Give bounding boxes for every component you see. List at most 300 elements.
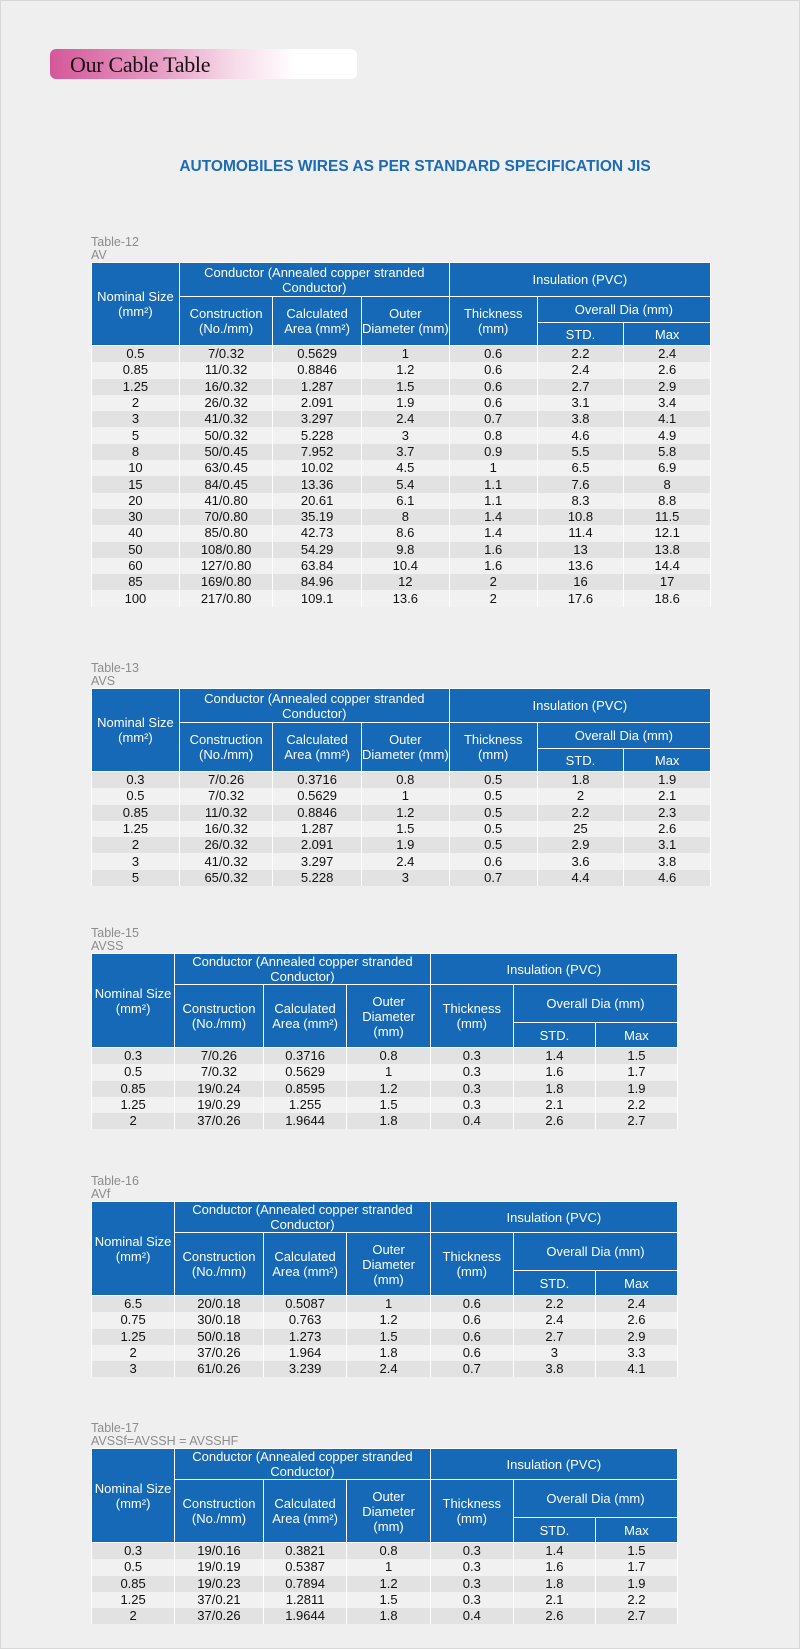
cell-nominal-size: 0.85 <box>92 805 180 821</box>
cell-overall-dia-std: 3.8 <box>513 1361 595 1377</box>
cell-overall-dia-std: 10.8 <box>537 509 624 525</box>
header-overall-dia: Overall Dia (mm) <box>537 723 710 749</box>
cell-thickness: 0.5 <box>449 772 537 789</box>
table-row <box>92 1296 678 1313</box>
header-thickness: Thickness (mm) <box>449 297 537 346</box>
cell-nominal-size: 20 <box>92 493 180 509</box>
cell-construction: 41/0.32 <box>179 411 272 427</box>
table-row <box>92 509 711 525</box>
cell-construction: 127/0.80 <box>179 558 272 574</box>
cell-calculated-area: 0.3821 <box>263 1543 347 1560</box>
cell-construction: 19/0.23 <box>175 1576 263 1592</box>
cell-thickness: 0.5 <box>449 805 537 821</box>
cell-calculated-area: 1.273 <box>263 1329 347 1345</box>
cell-overall-dia-std: 3.1 <box>537 395 624 411</box>
cell-calculated-area: 5.228 <box>273 427 362 443</box>
cell-thickness: 1 <box>449 460 537 476</box>
header-calculated-area: Calculated Area (mm²) <box>263 1233 347 1296</box>
cell-outer-diameter: 1.2 <box>347 1081 430 1097</box>
cell-thickness: 2 <box>449 574 537 590</box>
cell-calculated-area: 42.73 <box>273 525 362 541</box>
cell-overall-dia-std: 8.3 <box>537 493 624 509</box>
cell-construction: 217/0.80 <box>179 590 272 606</box>
cell-outer-diameter: 1.9 <box>361 395 449 411</box>
cell-thickness: 0.6 <box>449 853 537 869</box>
cell-thickness: 0.6 <box>449 346 537 363</box>
cell-calculated-area: 7.952 <box>273 444 362 460</box>
cell-overall-dia-max: 4.9 <box>624 427 711 443</box>
banner-title: Our Cable Table <box>70 52 211 77</box>
cell-overall-dia-max: 17 <box>624 574 711 590</box>
table-row <box>92 493 711 509</box>
cell-overall-dia-std: 1.4 <box>513 1543 595 1560</box>
cell-calculated-area: 0.5629 <box>273 788 362 804</box>
header-std: STD. <box>537 323 624 346</box>
cell-overall-dia-std: 2.7 <box>513 1329 595 1345</box>
cell-thickness: 0.3 <box>430 1576 513 1592</box>
cell-overall-dia-std: 3.8 <box>537 411 624 427</box>
cell-calculated-area: 0.3716 <box>273 772 362 789</box>
cell-outer-diameter: 10.4 <box>361 558 449 574</box>
table-row <box>92 1064 678 1080</box>
cell-thickness: 0.5 <box>449 837 537 853</box>
cell-thickness: 1.6 <box>449 558 537 574</box>
table-row <box>92 395 711 411</box>
cell-nominal-size: 0.5 <box>92 1064 175 1080</box>
table-row <box>92 788 711 804</box>
cell-nominal-size: 2 <box>92 1345 175 1361</box>
cell-calculated-area: 54.29 <box>273 542 362 558</box>
cell-thickness: 2 <box>449 590 537 606</box>
cell-calculated-area: 0.5629 <box>273 346 362 363</box>
cell-overall-dia-std: 2.7 <box>537 379 624 395</box>
cell-construction: 61/0.26 <box>175 1361 263 1377</box>
header-outer-diameter: Outer Diameter (mm) <box>361 723 449 772</box>
cell-overall-dia-max: 13.8 <box>624 542 711 558</box>
cell-calculated-area: 20.61 <box>273 493 362 509</box>
cell-thickness: 1.1 <box>449 493 537 509</box>
header-thickness: Thickness (mm) <box>430 1480 513 1543</box>
cell-construction: 7/0.32 <box>175 1064 263 1080</box>
cell-outer-diameter: 1 <box>347 1296 430 1313</box>
table-row <box>92 1361 678 1377</box>
header-nominal-size: Nominal Size (mm²) <box>92 1202 175 1296</box>
table-row <box>92 1329 678 1345</box>
cell-calculated-area: 1.964 <box>263 1345 347 1361</box>
table-row <box>92 870 711 886</box>
header-conductor: Conductor (Annealed copper stranded Conductor) <box>175 954 430 985</box>
cell-outer-diameter: 1 <box>347 1559 430 1575</box>
table-row <box>92 444 711 460</box>
cell-nominal-size: 0.5 <box>92 1559 175 1575</box>
cell-overall-dia-max: 1.9 <box>595 1081 677 1097</box>
cell-overall-dia-std: 1.6 <box>513 1559 595 1575</box>
cell-thickness: 0.4 <box>430 1608 513 1624</box>
cell-overall-dia-std: 7.6 <box>537 476 624 492</box>
table-row <box>92 1592 678 1608</box>
cell-thickness: 0.3 <box>430 1097 513 1113</box>
cell-nominal-size: 0.85 <box>92 1081 175 1097</box>
cell-overall-dia-std: 1.8 <box>513 1081 595 1097</box>
cell-nominal-size: 2 <box>92 837 180 853</box>
cell-thickness: 0.6 <box>430 1312 513 1328</box>
header-construction: Construction (No./mm) <box>179 297 272 346</box>
cable-table-block <box>91 1422 678 1624</box>
cell-construction: 26/0.32 <box>179 395 272 411</box>
header-outer-diameter: Outer Diameter (mm) <box>361 297 449 346</box>
cell-overall-dia-max: 1.9 <box>624 772 711 789</box>
cell-outer-diameter: 0.8 <box>361 772 449 789</box>
cell-nominal-size: 0.85 <box>92 362 180 378</box>
page-title: AUTOMOBILES WIRES AS PER STANDARD SPECIFICATION JIS <box>179 158 651 175</box>
cell-outer-diameter: 1.5 <box>361 379 449 395</box>
cell-calculated-area: 109.1 <box>273 590 362 606</box>
cell-nominal-size: 60 <box>92 558 180 574</box>
cell-thickness: 1.6 <box>449 542 537 558</box>
header-construction: Construction (No./mm) <box>175 1233 263 1296</box>
cell-nominal-size: 10 <box>92 460 180 476</box>
header-thickness: Thickness (mm) <box>449 723 537 772</box>
header-conductor: Conductor (Annealed copper stranded Conductor) <box>175 1202 430 1233</box>
cell-construction: 7/0.32 <box>179 346 272 363</box>
header-insulation: Insulation (PVC) <box>430 1449 677 1480</box>
cell-construction: 50/0.18 <box>175 1329 263 1345</box>
cell-nominal-size: 8 <box>92 444 180 460</box>
cell-calculated-area: 0.5087 <box>263 1296 347 1313</box>
cell-outer-diameter: 1.8 <box>347 1345 430 1361</box>
cell-calculated-area: 3.297 <box>273 853 362 869</box>
header-overall-dia: Overall Dia (mm) <box>513 985 677 1023</box>
cell-nominal-size: 50 <box>92 542 180 558</box>
table-row <box>92 805 711 821</box>
cell-overall-dia-max: 2.9 <box>595 1329 677 1345</box>
cell-outer-diameter: 1 <box>361 346 449 363</box>
cell-construction: 37/0.21 <box>175 1592 263 1608</box>
cell-nominal-size: 100 <box>92 590 180 606</box>
cell-thickness: 0.3 <box>430 1559 513 1575</box>
cell-overall-dia-max: 2.6 <box>624 821 711 837</box>
header-calculated-area: Calculated Area (mm²) <box>273 723 362 772</box>
cell-outer-diameter: 1.9 <box>361 837 449 853</box>
header-nominal-size: Nominal Size (mm²) <box>92 1449 175 1543</box>
table-row <box>92 1345 678 1361</box>
cell-calculated-area: 1.287 <box>273 379 362 395</box>
cell-overall-dia-std: 2.1 <box>513 1592 595 1608</box>
header-insulation: Insulation (PVC) <box>430 1202 677 1233</box>
cell-overall-dia-max: 11.5 <box>624 509 711 525</box>
cell-construction: 50/0.45 <box>179 444 272 460</box>
cell-outer-diameter: 3 <box>361 427 449 443</box>
cell-outer-diameter: 3 <box>361 870 449 886</box>
table-label: Table-13 <box>91 661 139 675</box>
header-overall-dia: Overall Dia (mm) <box>513 1480 677 1518</box>
cell-thickness: 0.7 <box>449 411 537 427</box>
header-insulation: Insulation (PVC) <box>430 954 677 985</box>
cell-construction: 11/0.32 <box>179 805 272 821</box>
cable-table <box>91 262 711 607</box>
cell-nominal-size: 2 <box>92 1608 175 1624</box>
header-nominal-size: Nominal Size (mm²) <box>92 263 180 346</box>
table-row <box>92 476 711 492</box>
table-label: Table-15 <box>91 926 139 940</box>
cell-outer-diameter: 0.8 <box>347 1048 430 1065</box>
cell-construction: 19/0.19 <box>175 1559 263 1575</box>
cell-overall-dia-max: 5.8 <box>624 444 711 460</box>
header-std: STD. <box>537 749 624 772</box>
cell-nominal-size: 5 <box>92 427 180 443</box>
header-overall-dia: Overall Dia (mm) <box>537 297 710 323</box>
cell-outer-diameter: 2.4 <box>347 1361 430 1377</box>
cell-overall-dia-max: 3.8 <box>624 853 711 869</box>
cable-table <box>91 1201 678 1377</box>
cell-construction: 7/0.32 <box>179 788 272 804</box>
cell-thickness: 0.6 <box>449 362 537 378</box>
cell-thickness: 0.4 <box>430 1113 513 1129</box>
cell-outer-diameter: 8.6 <box>361 525 449 541</box>
header-thickness: Thickness (mm) <box>430 985 513 1048</box>
cell-nominal-size: 0.85 <box>92 1576 175 1592</box>
header-construction: Construction (No./mm) <box>179 723 272 772</box>
cell-construction: 37/0.26 <box>175 1345 263 1361</box>
section-banner <box>50 49 357 79</box>
cell-nominal-size: 0.3 <box>92 772 180 789</box>
cell-outer-diameter: 6.1 <box>361 493 449 509</box>
cell-calculated-area: 1.287 <box>273 821 362 837</box>
header-nominal-size: Nominal Size (mm²) <box>92 954 175 1048</box>
table-row <box>92 1113 678 1129</box>
table-row <box>92 1559 678 1575</box>
cell-thickness: 0.6 <box>449 395 537 411</box>
header-std: STD. <box>513 1518 595 1543</box>
cell-overall-dia-max: 2.1 <box>624 788 711 804</box>
cell-calculated-area: 1.9644 <box>263 1113 347 1129</box>
cell-outer-diameter: 2.4 <box>361 411 449 427</box>
table-cable-type: AVS <box>91 674 116 688</box>
cell-calculated-area: 0.3716 <box>263 1048 347 1065</box>
table-row <box>92 379 711 395</box>
cell-overall-dia-std: 2.6 <box>513 1608 595 1624</box>
header-outer-diameter: Outer Diameter (mm) <box>347 1233 430 1296</box>
cell-overall-dia-std: 5.5 <box>537 444 624 460</box>
cable-table-block <box>91 662 711 886</box>
cell-thickness: 1.4 <box>449 525 537 541</box>
cell-nominal-size: 1.25 <box>92 1592 175 1608</box>
cell-calculated-area: 0.8846 <box>273 362 362 378</box>
cell-thickness: 0.6 <box>430 1329 513 1345</box>
cell-construction: 63/0.45 <box>179 460 272 476</box>
table-row <box>92 558 711 574</box>
cell-overall-dia-std: 16 <box>537 574 624 590</box>
cell-calculated-area: 0.8846 <box>273 805 362 821</box>
table-row <box>92 772 711 789</box>
cell-overall-dia-max: 2.3 <box>624 805 711 821</box>
header-outer-diameter: Outer Diameter (mm) <box>347 1480 430 1543</box>
cell-construction: 7/0.26 <box>179 772 272 789</box>
cell-outer-diameter: 1 <box>361 788 449 804</box>
cable-table-block <box>91 236 711 607</box>
cell-overall-dia-max: 2.9 <box>624 379 711 395</box>
table-row <box>92 460 711 476</box>
cell-construction: 11/0.32 <box>179 362 272 378</box>
cell-calculated-area: 2.091 <box>273 395 362 411</box>
cell-construction: 20/0.18 <box>175 1296 263 1313</box>
cell-calculated-area: 0.5387 <box>263 1559 347 1575</box>
cell-calculated-area: 35.19 <box>273 509 362 525</box>
cell-thickness: 0.3 <box>430 1592 513 1608</box>
cell-overall-dia-std: 3.6 <box>537 853 624 869</box>
cell-outer-diameter: 5.4 <box>361 476 449 492</box>
cell-overall-dia-max: 2.4 <box>624 346 711 363</box>
cell-outer-diameter: 1.8 <box>347 1113 430 1129</box>
cell-outer-diameter: 1.5 <box>347 1329 430 1345</box>
cell-construction: 108/0.80 <box>179 542 272 558</box>
cell-construction: 41/0.80 <box>179 493 272 509</box>
cell-nominal-size: 0.3 <box>92 1048 175 1065</box>
cell-overall-dia-std: 17.6 <box>537 590 624 606</box>
cell-calculated-area: 10.02 <box>273 460 362 476</box>
cell-overall-dia-std: 2.4 <box>513 1312 595 1328</box>
table-row <box>92 1608 678 1624</box>
cell-outer-diameter: 1 <box>347 1064 430 1080</box>
cell-overall-dia-std: 13 <box>537 542 624 558</box>
cell-calculated-area: 0.763 <box>263 1312 347 1328</box>
cell-construction: 19/0.16 <box>175 1543 263 1560</box>
table-cable-type: AVSS <box>91 939 124 953</box>
header-calculated-area: Calculated Area (mm²) <box>273 297 362 346</box>
cell-overall-dia-max: 3.3 <box>595 1345 677 1361</box>
cell-outer-diameter: 3.7 <box>361 444 449 460</box>
cell-nominal-size: 1.25 <box>92 379 180 395</box>
table-row <box>92 853 711 869</box>
cell-calculated-area: 0.7894 <box>263 1576 347 1592</box>
header-std: STD. <box>513 1271 595 1296</box>
header-max: Max <box>624 749 711 772</box>
cell-overall-dia-std: 2.2 <box>537 805 624 821</box>
cell-overall-dia-max: 1.9 <box>595 1576 677 1592</box>
cell-thickness: 0.7 <box>449 870 537 886</box>
table-label: Table-17 <box>91 1421 139 1435</box>
cell-outer-diameter: 1.8 <box>347 1608 430 1624</box>
cell-overall-dia-std: 2.2 <box>537 346 624 363</box>
header-calculated-area: Calculated Area (mm²) <box>263 1480 347 1543</box>
cell-nominal-size: 40 <box>92 525 180 541</box>
cell-overall-dia-max: 4.1 <box>624 411 711 427</box>
cell-outer-diameter: 4.5 <box>361 460 449 476</box>
table-row <box>92 411 711 427</box>
header-outer-diameter: Outer Diameter (mm) <box>347 985 430 1048</box>
cell-thickness: 0.7 <box>430 1361 513 1377</box>
cell-outer-diameter: 2.4 <box>361 853 449 869</box>
cell-construction: 7/0.26 <box>175 1048 263 1065</box>
cell-nominal-size: 6.5 <box>92 1296 175 1313</box>
cell-calculated-area: 2.091 <box>273 837 362 853</box>
cell-overall-dia-std: 2.2 <box>513 1296 595 1313</box>
cell-thickness: 0.6 <box>430 1296 513 1313</box>
cell-construction: 84/0.45 <box>179 476 272 492</box>
cell-construction: 65/0.32 <box>179 870 272 886</box>
header-calculated-area: Calculated Area (mm²) <box>263 985 347 1048</box>
cell-construction: 16/0.32 <box>179 821 272 837</box>
cell-construction: 19/0.24 <box>175 1081 263 1097</box>
cell-calculated-area: 13.36 <box>273 476 362 492</box>
cell-construction: 169/0.80 <box>179 574 272 590</box>
header-max: Max <box>595 1271 677 1296</box>
header-conductor: Conductor (Annealed copper stranded Conductor) <box>179 263 449 297</box>
cell-thickness: 1.1 <box>449 476 537 492</box>
cell-overall-dia-max: 2.2 <box>595 1592 677 1608</box>
cell-overall-dia-max: 3.4 <box>624 395 711 411</box>
cell-overall-dia-max: 2.4 <box>595 1296 677 1313</box>
cell-outer-diameter: 12 <box>361 574 449 590</box>
cell-outer-diameter: 1.5 <box>361 821 449 837</box>
cell-overall-dia-max: 12.1 <box>624 525 711 541</box>
table-row <box>92 1576 678 1592</box>
cell-overall-dia-max: 4.6 <box>624 870 711 886</box>
cell-nominal-size: 3 <box>92 1361 175 1377</box>
header-max: Max <box>595 1518 677 1543</box>
header-insulation: Insulation (PVC) <box>449 689 710 723</box>
cell-nominal-size: 0.5 <box>92 788 180 804</box>
cell-nominal-size: 2 <box>92 395 180 411</box>
header-construction: Construction (No./mm) <box>175 1480 263 1543</box>
cell-outer-diameter: 8 <box>361 509 449 525</box>
cell-overall-dia-max: 2.7 <box>595 1113 677 1129</box>
cell-outer-diameter: 1.2 <box>361 362 449 378</box>
table-row <box>92 1543 678 1560</box>
cell-overall-dia-max: 2.7 <box>595 1608 677 1624</box>
cell-overall-dia-max: 8 <box>624 476 711 492</box>
table-row <box>92 427 711 443</box>
cell-overall-dia-max: 1.7 <box>595 1064 677 1080</box>
header-construction: Construction (No./mm) <box>175 985 263 1048</box>
cell-nominal-size: 15 <box>92 476 180 492</box>
header-overall-dia: Overall Dia (mm) <box>513 1233 677 1271</box>
cell-overall-dia-max: 8.8 <box>624 493 711 509</box>
cell-outer-diameter: 1.2 <box>361 805 449 821</box>
cell-outer-diameter: 1.2 <box>347 1312 430 1328</box>
cell-construction: 19/0.29 <box>175 1097 263 1113</box>
cell-calculated-area: 84.96 <box>273 574 362 590</box>
cell-thickness: 1.4 <box>449 509 537 525</box>
cell-overall-dia-max: 6.9 <box>624 460 711 476</box>
cell-overall-dia-max: 4.1 <box>595 1361 677 1377</box>
cell-overall-dia-max: 2.2 <box>595 1097 677 1113</box>
cell-nominal-size: 85 <box>92 574 180 590</box>
cell-overall-dia-std: 2.1 <box>513 1097 595 1113</box>
cell-overall-dia-std: 25 <box>537 821 624 837</box>
cell-nominal-size: 3 <box>92 411 180 427</box>
cell-thickness: 0.3 <box>430 1064 513 1080</box>
cell-overall-dia-std: 4.4 <box>537 870 624 886</box>
cell-overall-dia-std: 1.6 <box>513 1064 595 1080</box>
cell-calculated-area: 5.228 <box>273 870 362 886</box>
cell-outer-diameter: 9.8 <box>361 542 449 558</box>
cell-outer-diameter: 1.2 <box>347 1576 430 1592</box>
table-cable-type: AVSSf=AVSSH = AVSSHF <box>91 1434 239 1448</box>
cell-nominal-size: 0.75 <box>92 1312 175 1328</box>
cell-overall-dia-max: 2.6 <box>624 362 711 378</box>
table-label: Table-12 <box>91 235 139 249</box>
cell-outer-diameter: 13.6 <box>361 590 449 606</box>
cell-calculated-area: 1.2811 <box>263 1592 347 1608</box>
cell-thickness: 0.5 <box>449 788 537 804</box>
cell-construction: 70/0.80 <box>179 509 272 525</box>
cell-overall-dia-std: 2.9 <box>537 837 624 853</box>
table-row <box>92 362 711 378</box>
cell-thickness: 0.8 <box>449 427 537 443</box>
cell-overall-dia-std: 6.5 <box>537 460 624 476</box>
cell-thickness: 0.5 <box>449 821 537 837</box>
